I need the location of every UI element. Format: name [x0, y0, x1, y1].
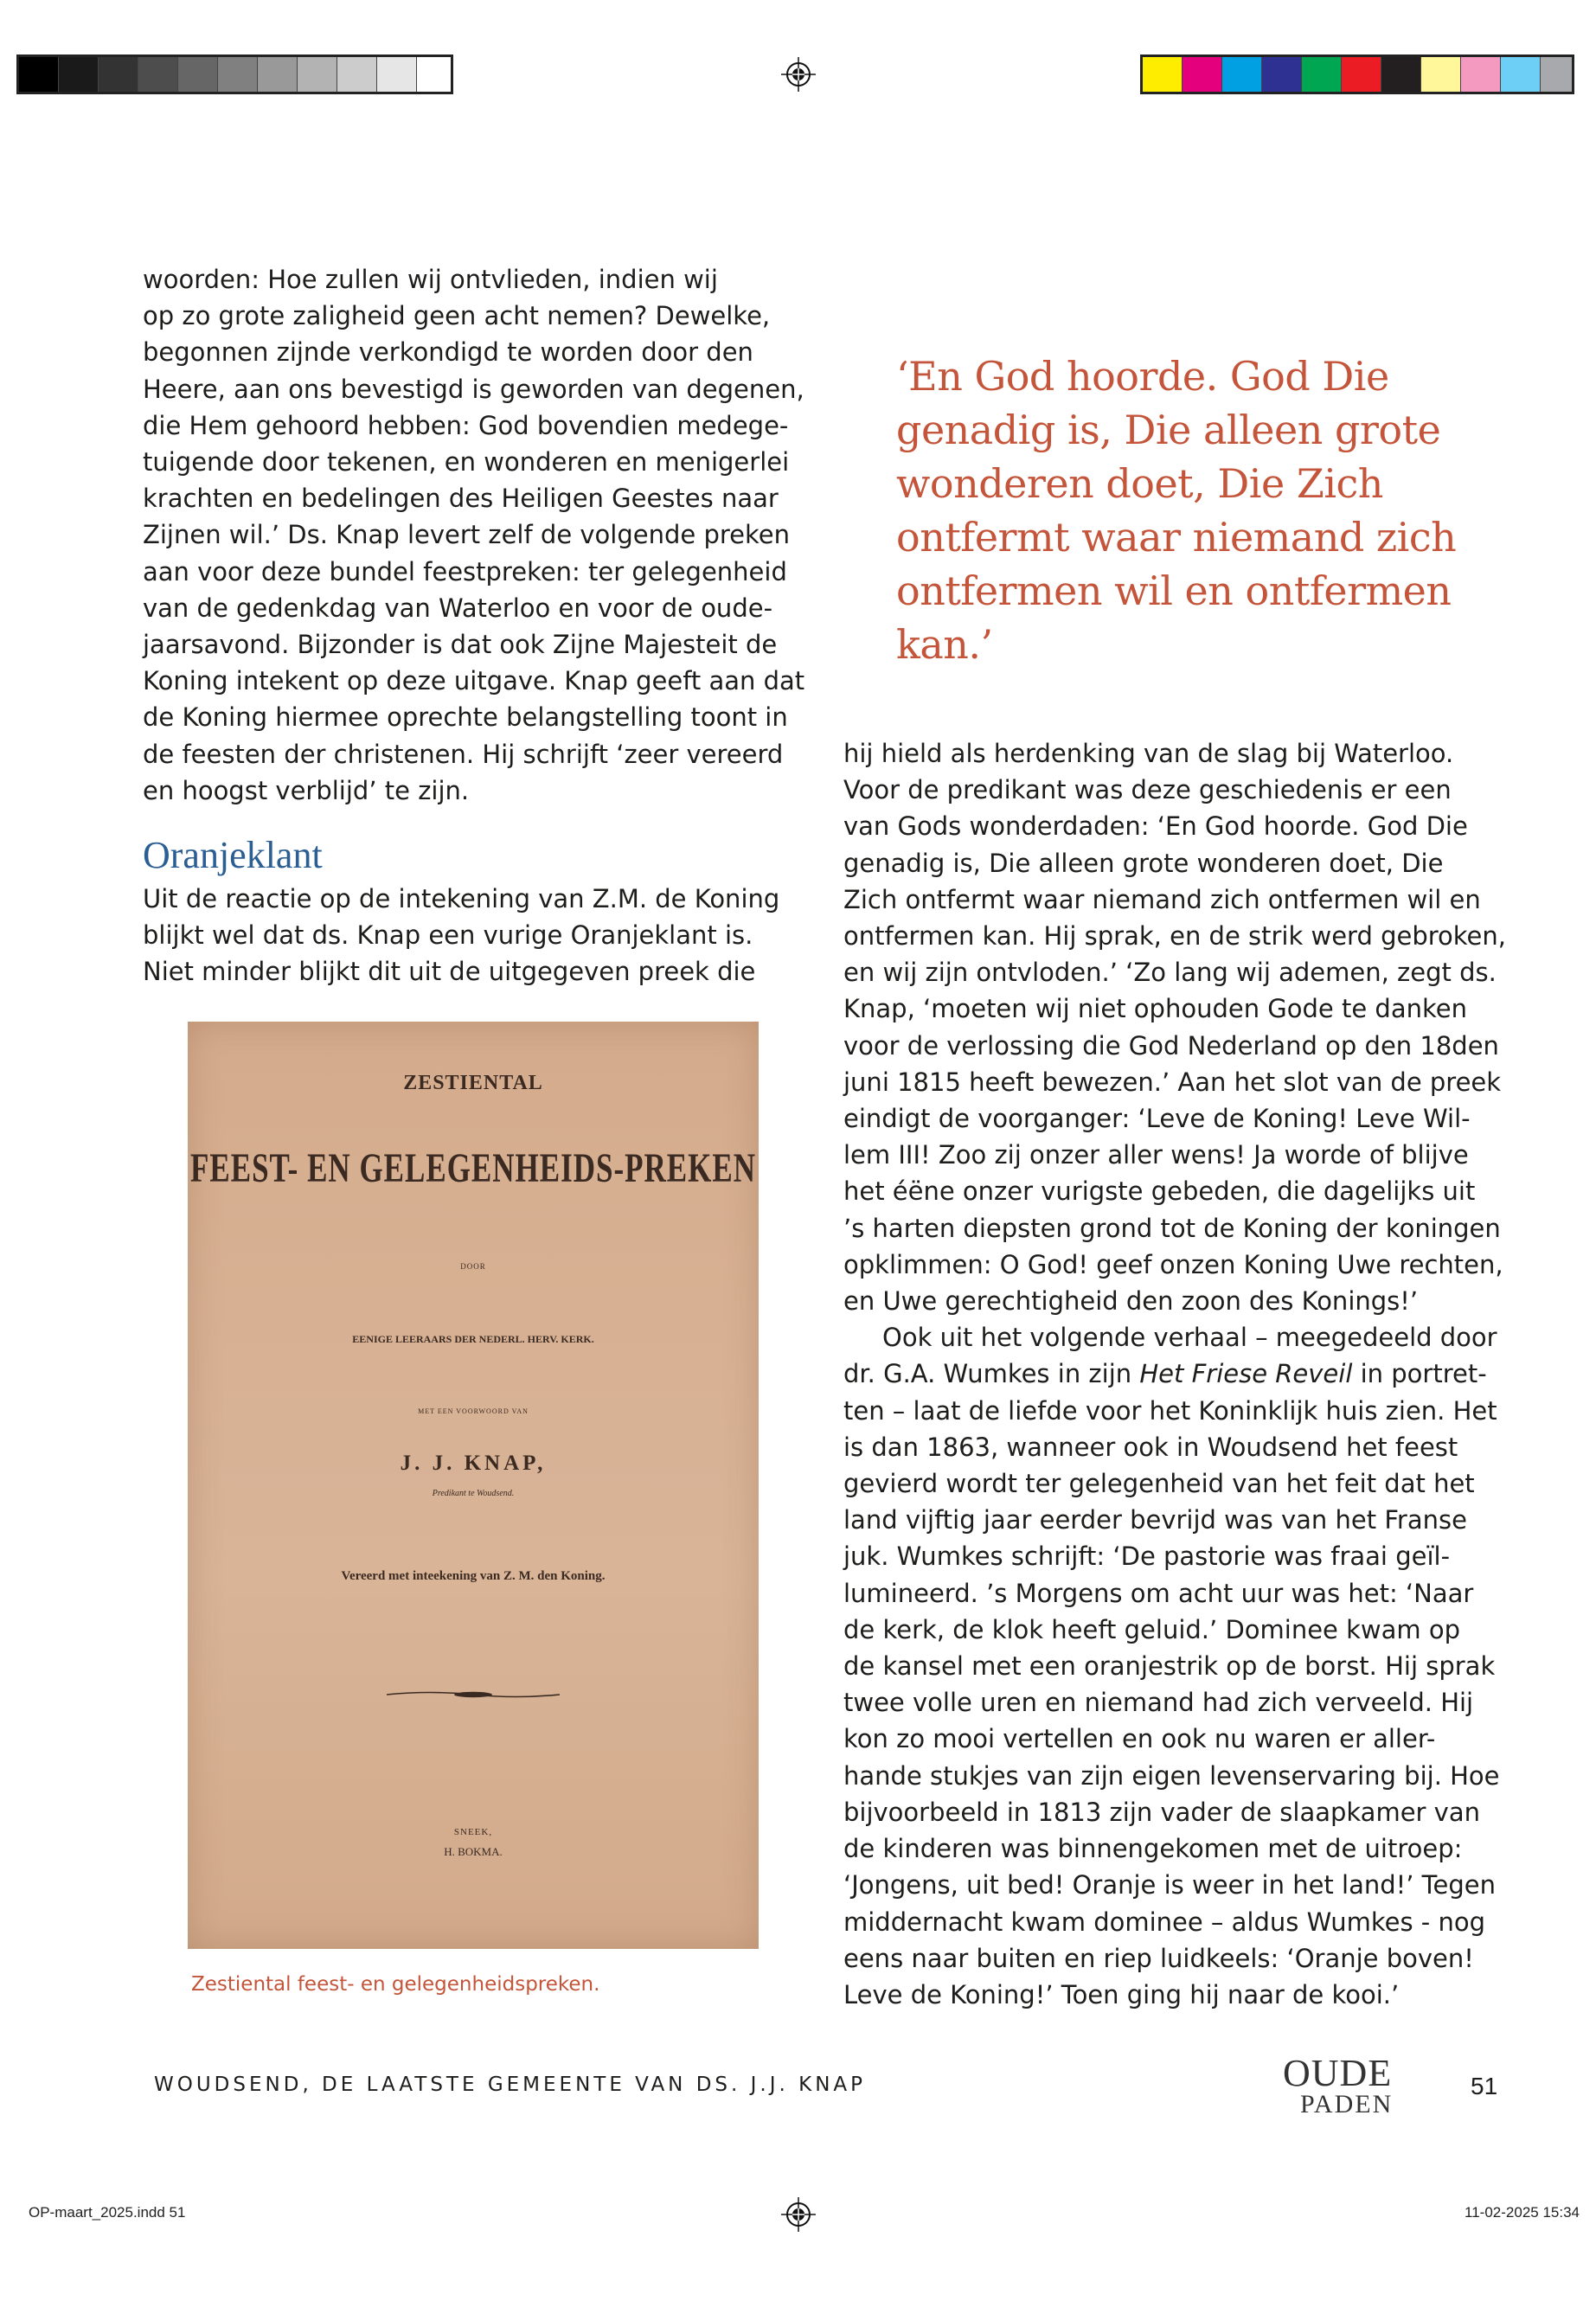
swatch — [59, 57, 99, 92]
text-line: Heere, aan ons bevestigd is geworden van degenen, — [143, 374, 804, 404]
text-line: lumineerd. ’s Morgens om acht uur was het: ‘Naar — [843, 1578, 1474, 1608]
text-line: en hoogst verblijd’ te zijn. — [143, 775, 470, 805]
text-line: eindigt de voorganger: ‘Leve de Koning! Leve Wil- — [843, 1104, 1471, 1134]
text-line: is dan 1863, wanneer ook in Woudsend het feest — [843, 1432, 1458, 1462]
text-line: en wij zijn ontvloden.’ ‘Zo lang wij ademen, zegt ds. — [843, 958, 1497, 988]
text-line: Uit de reactie op de intekening van Z.M. de Koning — [143, 884, 780, 913]
text-line: van de gedenkdag van Waterloo en voor de oude- — [143, 593, 773, 623]
text-line: en Uwe gerechtigheid den zoon des Konings!’ — [843, 1286, 1419, 1317]
text-line: aan voor deze bundel feestpreken: ter gelegenheid — [143, 556, 787, 586]
running-title: WOUDSEND, DE LAATSTE GEMEENTE VAN DS. J.J. KNAP — [154, 2073, 867, 2096]
text-line: twee volle uren en niemand had zich verveeld. Hij — [843, 1688, 1474, 1718]
slug-timestamp: 11-02-2025 15:34 — [1465, 2204, 1580, 2221]
text-line: tuigende door tekenen, en wonderen en menigerlei — [143, 447, 790, 478]
text-fragment: in portret- — [1352, 1359, 1487, 1389]
book-title: Het Friese Reveil — [1139, 1359, 1353, 1389]
page-number: 51 — [1471, 2073, 1498, 2099]
text-line: het éëne onzer vurigste gebeden, die dagelijks uit — [843, 1176, 1476, 1207]
text-line: Koning intekent op deze uitgave. Knap geeft aan dat — [143, 666, 805, 696]
text-line: genadig is, Die alleen grote wonderen doet, Die — [843, 848, 1444, 878]
swatch — [1302, 57, 1342, 92]
book-line: MET EEN VOORWOORD VAN — [418, 1407, 529, 1415]
right-column-text — [843, 735, 1535, 2013]
text-line: die Hem gehoord hebben: God bovendien medege- — [143, 410, 789, 440]
text-line: Ook uit het volgende verhaal – meegedeeld door — [882, 1323, 1497, 1353]
swatch — [178, 57, 218, 92]
book-line: DOOR — [460, 1262, 486, 1271]
text-line: ten – laat de liefde voor het Koninklijk huis zien. Het — [843, 1395, 1497, 1426]
text-line: Voor de predikant was deze geschiedenis er een — [843, 775, 1452, 805]
book-line: J. J. KNAP, — [400, 1452, 547, 1475]
text-line: woorden: Hoe zullen wij ontvlieden, indien wij — [143, 265, 718, 294]
text-line: Leve de Koning!’ Toen ging hij naar de kooi.’ — [843, 1979, 1400, 2009]
text-line: de kerk, de klok heeft geluid.’ Dominee kwam op — [843, 1614, 1461, 1644]
text-line: middernacht kwam dominee – aldus Wumkes - nog — [843, 1907, 1486, 1937]
text-line: jaarsavond. Bijzonder is dat ook Zijne Majesteit de — [143, 630, 778, 660]
logo-line-2: PADEN — [1300, 2090, 1394, 2118]
book-line: Vereerd met inteekening van Z. M. den Koning. — [341, 1569, 606, 1583]
swatch — [19, 57, 59, 92]
text-line: bijvoorbeeld in 1813 zijn vader de slaapkamer van — [843, 1797, 1480, 1827]
text-line: blijkt wel dat ds. Knap een vurige Oranjeklant is. — [143, 920, 753, 951]
text-line — [843, 1356, 1535, 1392]
text-line: de kansel met een oranjestrik op de borst. Hij sprak — [843, 1651, 1496, 1682]
swatch — [377, 57, 417, 92]
book-line: SNEEK, — [453, 1827, 493, 1837]
ornament-rule-icon — [387, 1688, 560, 1702]
text-line: Zijnen wil.’ Ds. Knap levert zelf de volgende preken — [143, 520, 790, 550]
swatch — [1461, 57, 1501, 92]
swatch — [417, 57, 451, 92]
text-line: hande stukjes van zijn eigen levenservaring bij. Hoe — [843, 1760, 1500, 1791]
text-line: krachten en bedelingen des Heiligen Geestes naar — [143, 484, 779, 514]
process-color-bar — [1140, 54, 1574, 94]
section-intro-text — [143, 881, 817, 990]
text-line: gevierd wordt ter gelegenheid van het feit dat het — [843, 1469, 1475, 1499]
oude-paden-logo — [1283, 2054, 1421, 2132]
swatch — [1421, 57, 1461, 92]
swatch — [258, 57, 298, 92]
text-line: de Koning hiermee oprechte belangstelling toont in — [143, 702, 788, 733]
text-line: de kinderen was binnengekomen met de uitroep: — [843, 1834, 1463, 1864]
text-line: eens naar buiten en riep luidkeels: ‘Oranje boven! — [843, 1943, 1474, 1973]
photo-caption: Zestiental feest- en gelegenheidspreken. — [191, 1973, 600, 1996]
swatch — [1381, 57, 1421, 92]
text-line: juk. Wumkes schrijft: ‘De pastorie was fraai geïl- — [843, 1541, 1451, 1572]
swatch — [1342, 57, 1381, 92]
grayscale-color-bar — [16, 54, 453, 94]
text-line: Knap, ‘moeten wij niet ophouden Gode te danken — [843, 994, 1467, 1024]
text-line: juni 1815 heeft bewezen.’ Aan het slot van de preek — [843, 1067, 1502, 1097]
text-line: hij hield als herdenking van de slag bij Waterloo. — [843, 739, 1454, 768]
text-line: kon zo mooi vertellen en ook nu waren er aller- — [843, 1724, 1436, 1754]
text-fragment: dr. G.A. Wumkes in zijn — [843, 1359, 1140, 1389]
text-line: ‘Jongens, uit bed! Oranje is weer in het land!’ Tegen — [843, 1870, 1496, 1900]
book-line: ZESTIENTAL — [403, 1072, 543, 1094]
swatch — [138, 57, 178, 92]
text-line: ontfermen kan. Hij sprak, en de strik werd gebroken, — [843, 921, 1506, 952]
registration-mark-icon — [781, 57, 816, 92]
left-column-text — [143, 261, 817, 809]
pull-quote: ‘En God hoorde. God Die genadig is, Die alleen grote wonderen doet, Die Zich ontfermt waar niemand zich ontfermen wil en ontfermen kan.’ — [896, 353, 1457, 668]
text-line: begonnen zijnde verkondigd te worden door den — [143, 337, 753, 368]
swatch — [1143, 57, 1183, 92]
text-line: de feesten der christenen. Hij schrijft ‘zeer vereerd — [143, 739, 784, 769]
swatch — [1183, 57, 1222, 92]
book-line: FEEST- EN GELEGENHEIDS-PREKEN — [190, 1145, 756, 1191]
text-line: opklimmen: O God! geef onzen Koning Uwe rechten, — [843, 1249, 1503, 1279]
text-line: op zo grote zaligheid geen acht nemen? Dewelke, — [143, 301, 771, 331]
text-line: van Gods wonderdaden: ‘En God hoorde. God Die — [843, 811, 1468, 842]
swatch — [337, 57, 377, 92]
swatch — [298, 57, 337, 92]
text-line: lem III! Zoo zij onzer aller wens! Ja worde of blijve — [843, 1140, 1469, 1170]
book-line: EENIGE LEERAARS DER NEDERL. HERV. KERK. — [352, 1333, 594, 1345]
book-line: Predikant te Woudsend. — [432, 1489, 515, 1498]
text-line: Zich ontfermt waar niemand zich ontfermen wil en — [843, 884, 1481, 914]
swatch — [1262, 57, 1302, 92]
swatch — [1501, 57, 1541, 92]
text-line: Niet minder blijkt dit uit de uitgegeven preek die — [143, 957, 756, 987]
book-line: H. BOKMA. — [444, 1845, 503, 1858]
slug-file-info: OP-maart_2025.indd 51 — [29, 2204, 186, 2221]
swatch — [218, 57, 258, 92]
text-line: voor de verlossing die God Nederland op den 18den — [843, 1030, 1499, 1061]
book-title-page-photo — [188, 1022, 759, 1949]
swatch — [1541, 57, 1572, 92]
registration-mark-icon — [781, 2197, 816, 2232]
swatch — [1222, 57, 1262, 92]
section-heading: Oranjeklant — [143, 834, 323, 876]
logo-line-1: OUDE — [1283, 2052, 1393, 2094]
text-line: ’s harten diepsten grond tot de Koning der koningen — [843, 1213, 1501, 1243]
swatch — [99, 57, 138, 92]
text-line: land vijftig jaar eerder bevrijd was van het Franse — [843, 1505, 1467, 1535]
